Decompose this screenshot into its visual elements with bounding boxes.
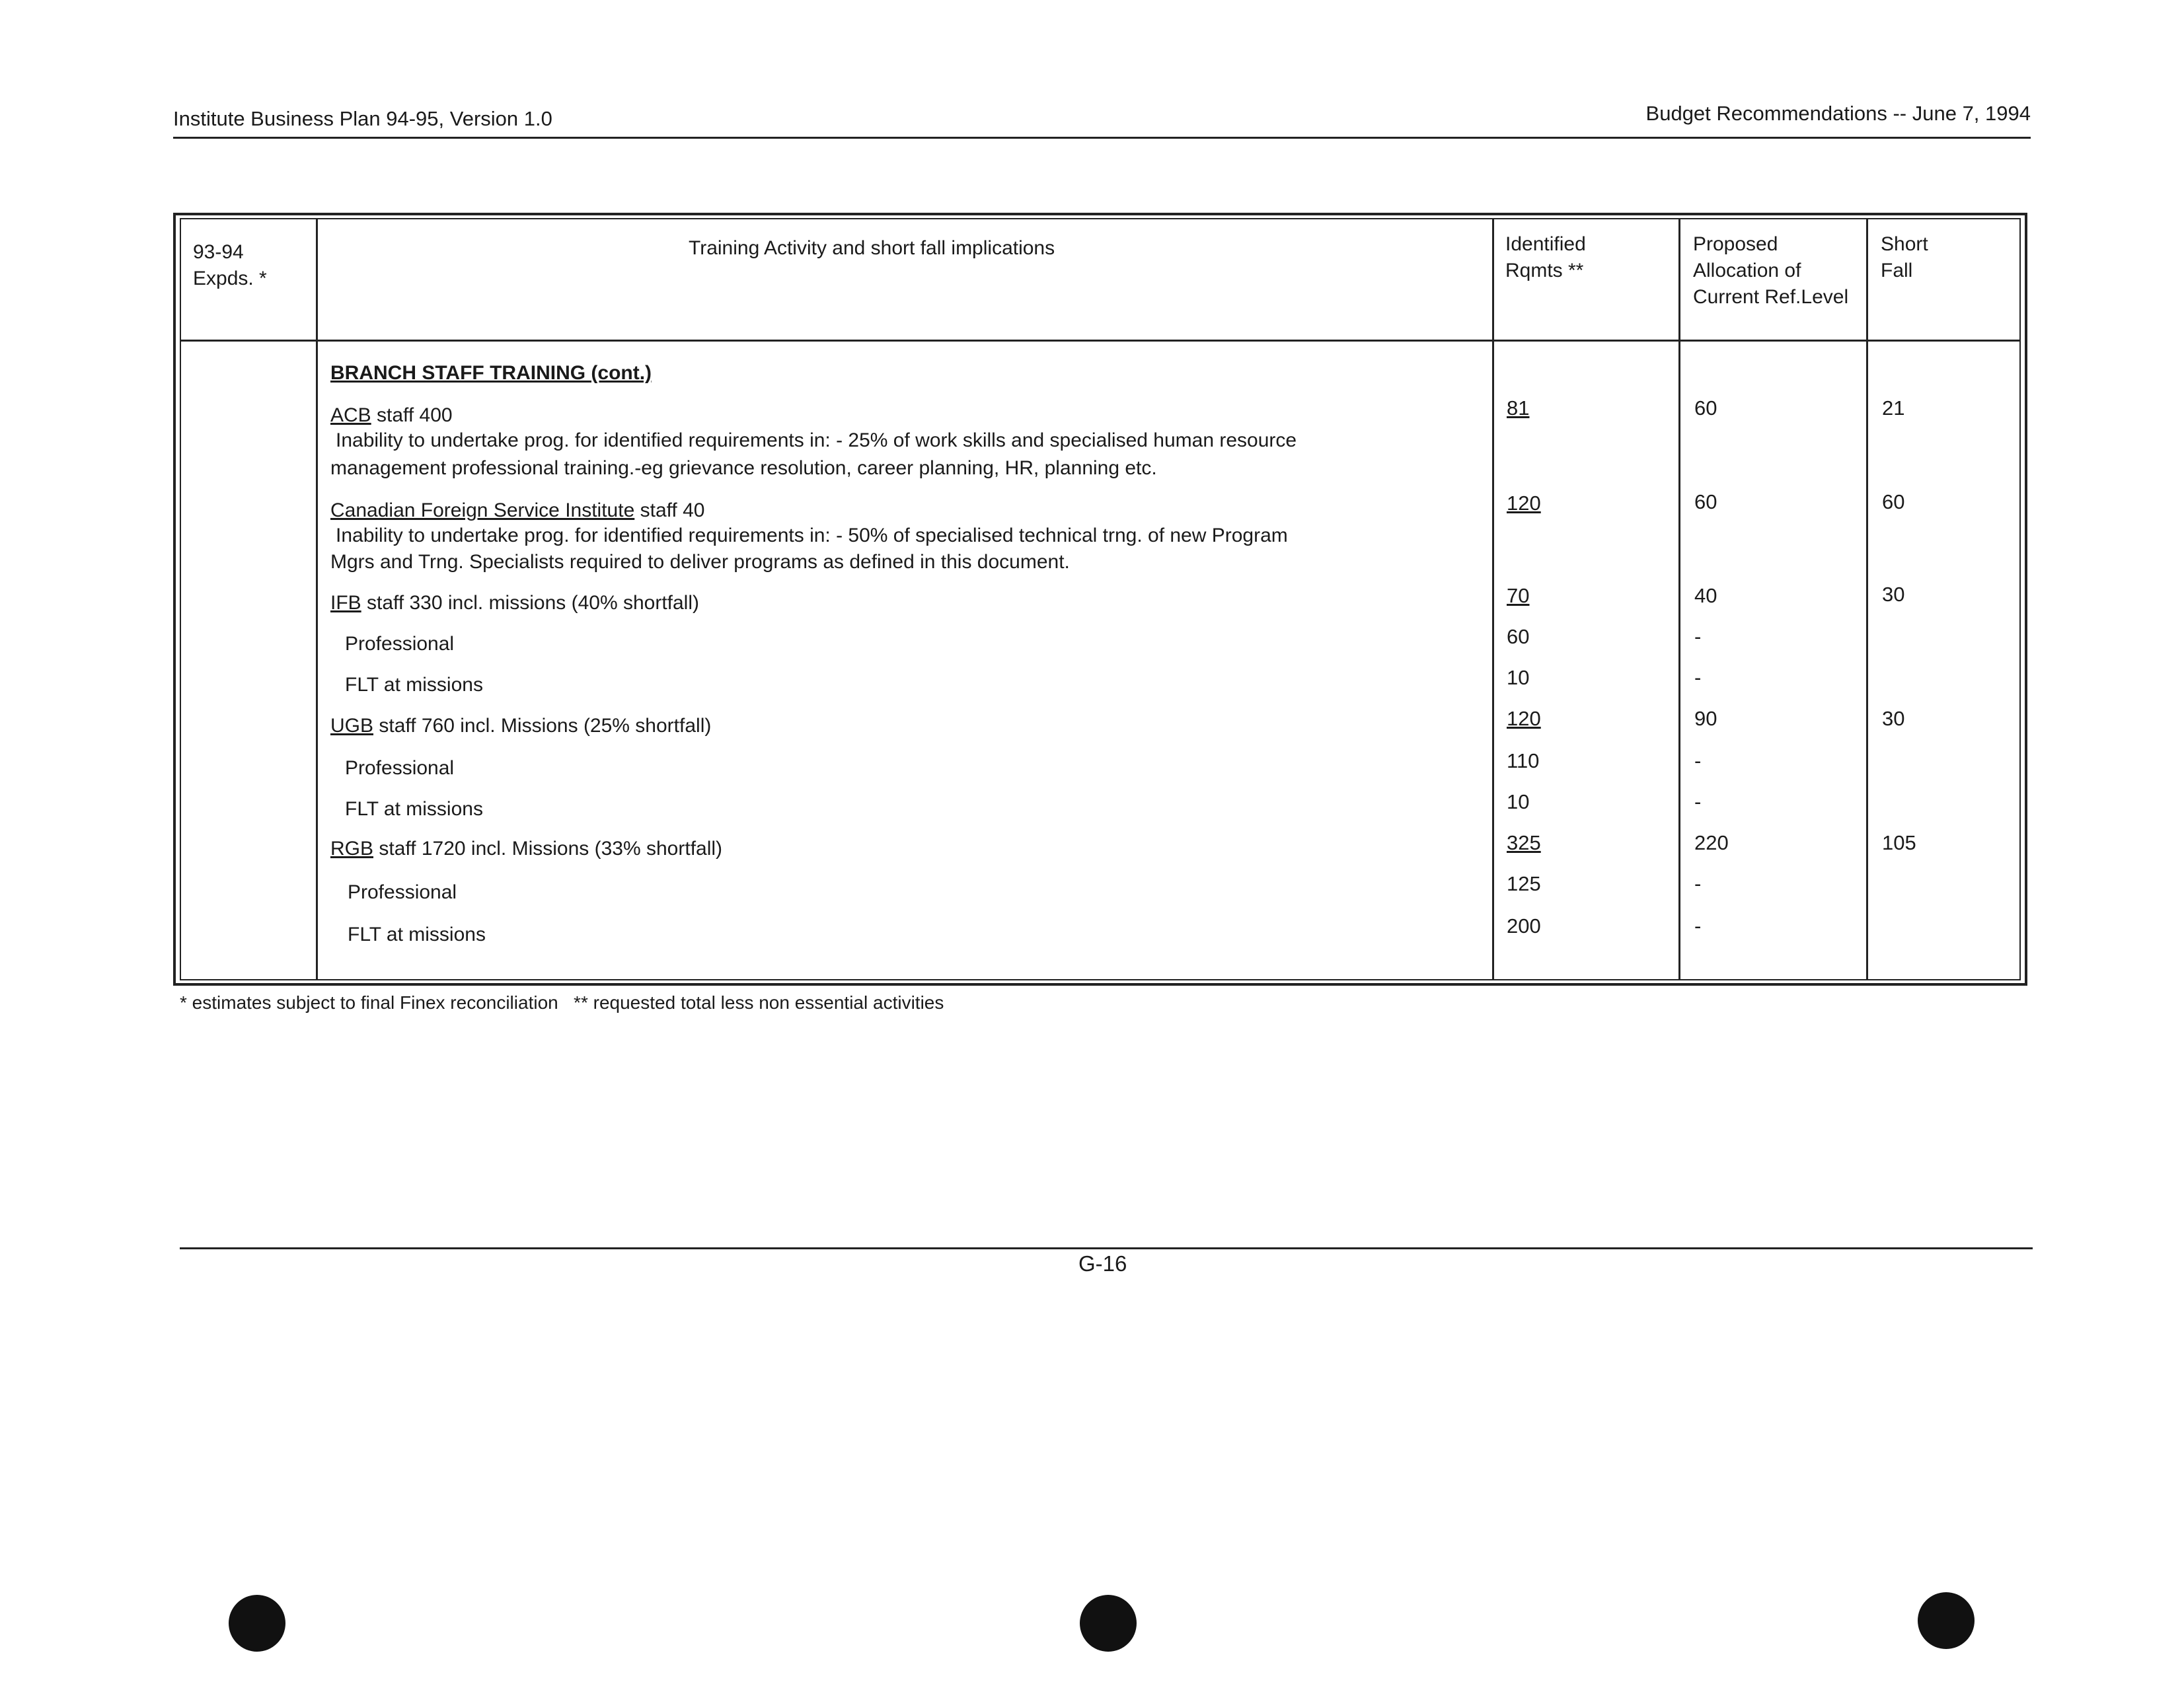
column-header-shortfall: Short Fall (1881, 233, 1928, 281)
proposed-value: 60 (1694, 396, 1717, 420)
proposed-value: 60 (1694, 490, 1717, 513)
sub-row-label: Professional (345, 633, 455, 655)
identified-value: 120 (1507, 492, 1541, 515)
table-footnote: * estimates subject to final Finex reconciliation ** requested total less non essential activities (180, 992, 944, 1013)
org-name: RGB (330, 838, 374, 860)
column-divider (1678, 218, 1680, 980)
table-row-title (330, 402, 453, 429)
shortfall-value: 60 (1882, 490, 1905, 513)
row-detail-line: Inability to undertake prog. for identified requirements in: - 25% of work skills and specialised human resource (336, 429, 1297, 451)
shortfall-value: 30 (1882, 707, 1905, 730)
identified-value: 10 (1507, 790, 1530, 813)
proposed-value: - (1694, 666, 1702, 689)
org-name: ACB (330, 404, 371, 426)
sub-row-label: FLT at missions (348, 924, 486, 945)
identified-value: 81 (1507, 396, 1530, 420)
proposed-value: - (1694, 749, 1702, 772)
row-detail-line: management professional training.-eg grievance resolution, career planning, HR, planning etc. (330, 457, 1157, 479)
binder-hole (1080, 1595, 1137, 1652)
sub-row-label: Professional (345, 757, 455, 779)
sub-row-label: FLT at missions (345, 674, 483, 696)
column-header-identified: Identified Rqmts ** (1505, 233, 1586, 281)
document-header-right: Budget Recommendations -- June 7, 1994 (1645, 102, 2031, 125)
proposed-value: - (1694, 790, 1702, 813)
row-detail-line: Inability to undertake prog. for identified requirements in: - 50% of specialised technical trng. of new Program (336, 525, 1288, 546)
identified-value: 10 (1507, 666, 1530, 689)
identified-value: 110 (1507, 749, 1540, 772)
identified-value: 325 (1507, 831, 1541, 854)
column-divider (316, 218, 318, 980)
sub-row-label: FLT at missions (345, 798, 483, 820)
table-row-title (330, 589, 699, 617)
binder-hole (229, 1595, 285, 1652)
org-name: IFB (330, 592, 361, 614)
shortfall-value: 30 (1882, 583, 1905, 606)
footer-rule (180, 1247, 2033, 1249)
row-title-rest: staff 400 (377, 404, 453, 426)
proposed-value: - (1694, 914, 1702, 937)
proposed-value: 220 (1694, 831, 1729, 854)
identified-value: 120 (1507, 707, 1541, 730)
row-title-rest: staff 40 (640, 499, 705, 521)
identified-value: 125 (1507, 872, 1541, 895)
sub-row-label: Professional (348, 881, 457, 903)
binder-hole (1918, 1592, 1975, 1649)
column-header-expds: 93-94 Expds. * (193, 241, 267, 289)
proposed-value: - (1694, 872, 1702, 895)
table-row-title (330, 497, 704, 525)
shortfall-value: 105 (1882, 831, 1916, 854)
row-detail-line: Mgrs and Trng. Specialists required to deliver programs as defined in this document. (330, 551, 1070, 573)
org-name: UGB (330, 715, 374, 737)
section-title: BRANCH STAFF TRAINING (cont.) (330, 362, 652, 384)
table-row-title (330, 835, 722, 863)
row-title-rest: staff 760 incl. Missions (25% shortfall) (379, 715, 712, 737)
column-header-proposed: Proposed Allocation of Current Ref.Level (1693, 233, 1849, 308)
table-row-title (330, 712, 711, 740)
document-header-left: Institute Business Plan 94-95, Version 1.0 (173, 107, 552, 130)
identified-value: 60 (1507, 625, 1530, 648)
row-title-rest: staff 1720 incl. Missions (33% shortfall) (379, 838, 723, 860)
identified-value: 70 (1507, 584, 1530, 607)
shortfall-value: 21 (1882, 396, 1905, 420)
proposed-value: - (1694, 625, 1702, 648)
org-name: Canadian Foreign Service Institute (330, 499, 635, 521)
proposed-value: 40 (1694, 584, 1717, 607)
proposed-value: 90 (1694, 707, 1717, 730)
column-divider (1492, 218, 1494, 980)
header-rule (173, 137, 2031, 139)
column-divider (1866, 218, 1868, 980)
column-header-activity: Training Activity and short fall implications (689, 237, 1055, 259)
identified-value: 200 (1507, 914, 1541, 937)
row-title-rest: staff 330 incl. missions (40% shortfall) (367, 592, 699, 614)
header-row-divider (180, 340, 2021, 342)
page-number: G-16 (1078, 1251, 1127, 1276)
